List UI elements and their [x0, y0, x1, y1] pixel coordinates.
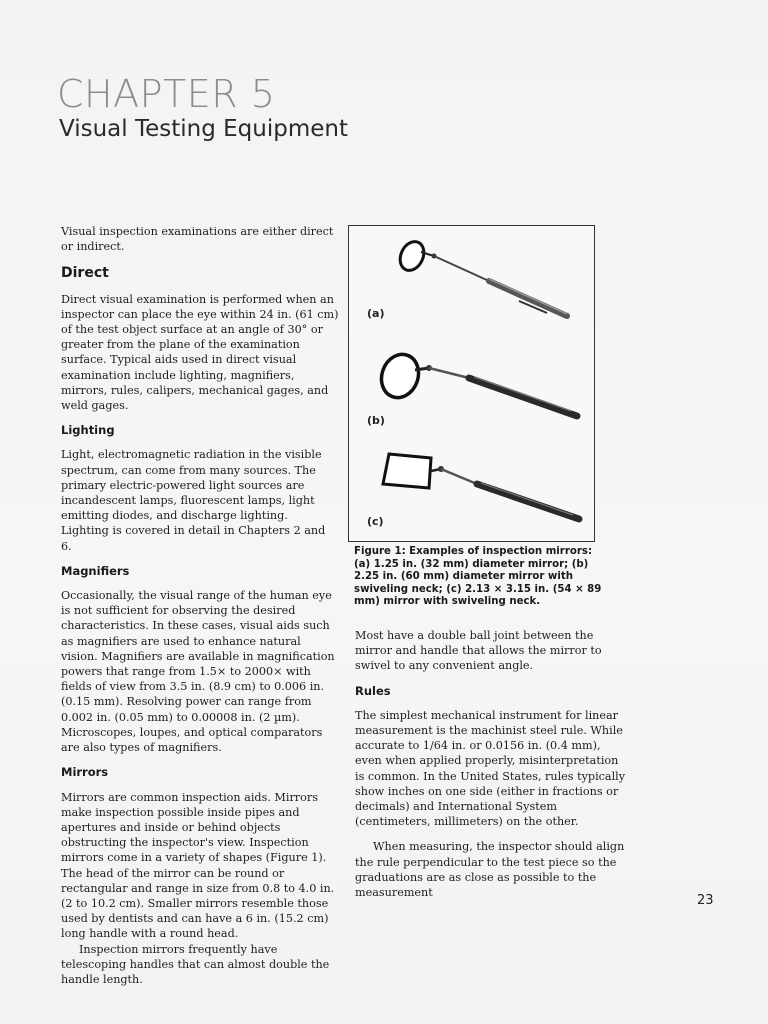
- figure-box: [348, 225, 595, 542]
- page-number: 23: [697, 893, 714, 908]
- rules-paragraph-2: When measuring, the inspector should align the rule perpendicular to the test piece so the graduations are as close as possible to the measurement: [355, 840, 625, 900]
- mirrors-paragraph-1: Mirrors are common inspection aids. Mirrors make inspection possible inside pipes and apertures and inside or behind objects obstructing the inspector's view. Inspection mirrors come in a variety of shapes (Figure 1). The head of the mirror can be round or rectangular and range in size from 0.8 to 4.0 in. (2 to 10.2 cm). Smaller mirrors resemble those used by dentists and can have a 6 in. (15.2 cm) long handle with a round head.: [61, 790, 335, 941]
- right-column: [355, 628, 630, 910]
- mirrors-paragraph-3: Most have a double ball joint between the mirror and handle that allows the mirror to swivel to any convenient angle.: [355, 629, 602, 673]
- direct-paragraph: Direct visual examination is performed when an inspector can place the eye within 24 in. (61 cm) of the test object surface at an angle of 30° or greater from the plane of the examination surface. Typical aids used in direct visual examination include lighting, magnifiers, mirrors, rules, calipers, mechanical gages, and weld gages.: [61, 292, 339, 413]
- figure-caption: Figure 1: Examples of inspection mirrors: (a) 1.25 in. (32 mm) diameter mirror; (b) 2.25 in. (60 mm) diameter mirror with swiveling neck; (c) 2.13 × 3.15 in. (54 × 89 mm) mirror with swiveling neck.: [354, 546, 602, 608]
- mirror-b-icon: [376, 349, 577, 416]
- figure-label-c: (c): [367, 515, 384, 528]
- figure-label-b: (b): [367, 414, 385, 427]
- subheading-rules: Rules: [355, 683, 391, 698]
- rules-paragraph-1: The simplest mechanical instrument for linear measurement is the machinist steel rule. While accurate to 1/64 in. or 0.0156 in. (0.4 mm), even when applied properly, misinterpretation is common. In the United States, rules typically show inches on one side (either in fractions or decimals) and International System (centimeters, millimeters) on the other.: [355, 708, 626, 829]
- intro-paragraph: Visual inspection examinations are either direct or indirect.: [61, 225, 334, 254]
- chapter-number: CHAPTER 5: [57, 72, 276, 116]
- inspection-mirrors-illustration: [349, 226, 594, 541]
- chapter-title: Visual Testing Equipment: [59, 116, 348, 142]
- subheading-lighting: Lighting: [61, 423, 115, 438]
- mirrors-paragraph-2: Inspection mirrors frequently have telescoping handles that can almost double the handle length.: [61, 942, 330, 986]
- subheading-magnifiers: Magnifiers: [61, 563, 130, 578]
- subheading-mirrors: Mirrors: [61, 765, 109, 780]
- section-heading-direct: Direct: [61, 265, 109, 282]
- magnifiers-paragraph: Occasionally, the visual range of the human eye is not sufficient for observing the desired characteristics. In these cases, visual aids such as magnifiers are used to enhance natural vision. Magnifiers are available in magnification powers that range from 1.5× to 2000× with fields of view from 3.5 in. (8.9 cm) to 0.006 in. (0.15 mm). Resolving power can range from 0.002 in. (0.05 mm) to 0.00008 in. (2 µm). Microscopes, loupes, and optical comparators are also types of magnifiers.: [61, 589, 335, 755]
- figure-label-a: (a): [367, 307, 385, 320]
- mirror-a-icon: [396, 238, 567, 316]
- left-column: [61, 224, 339, 997]
- mirror-c-icon: [383, 454, 579, 519]
- lighting-paragraph: Light, electromagnetic radiation in the visible spectrum, can come from many sources. The primary electric-powered light sources are incandescent lamps, fluorescent lamps, light emitting diodes, and discharge lighting. Lighting is covered in detail in Chapters 2 and 6.: [61, 448, 326, 553]
